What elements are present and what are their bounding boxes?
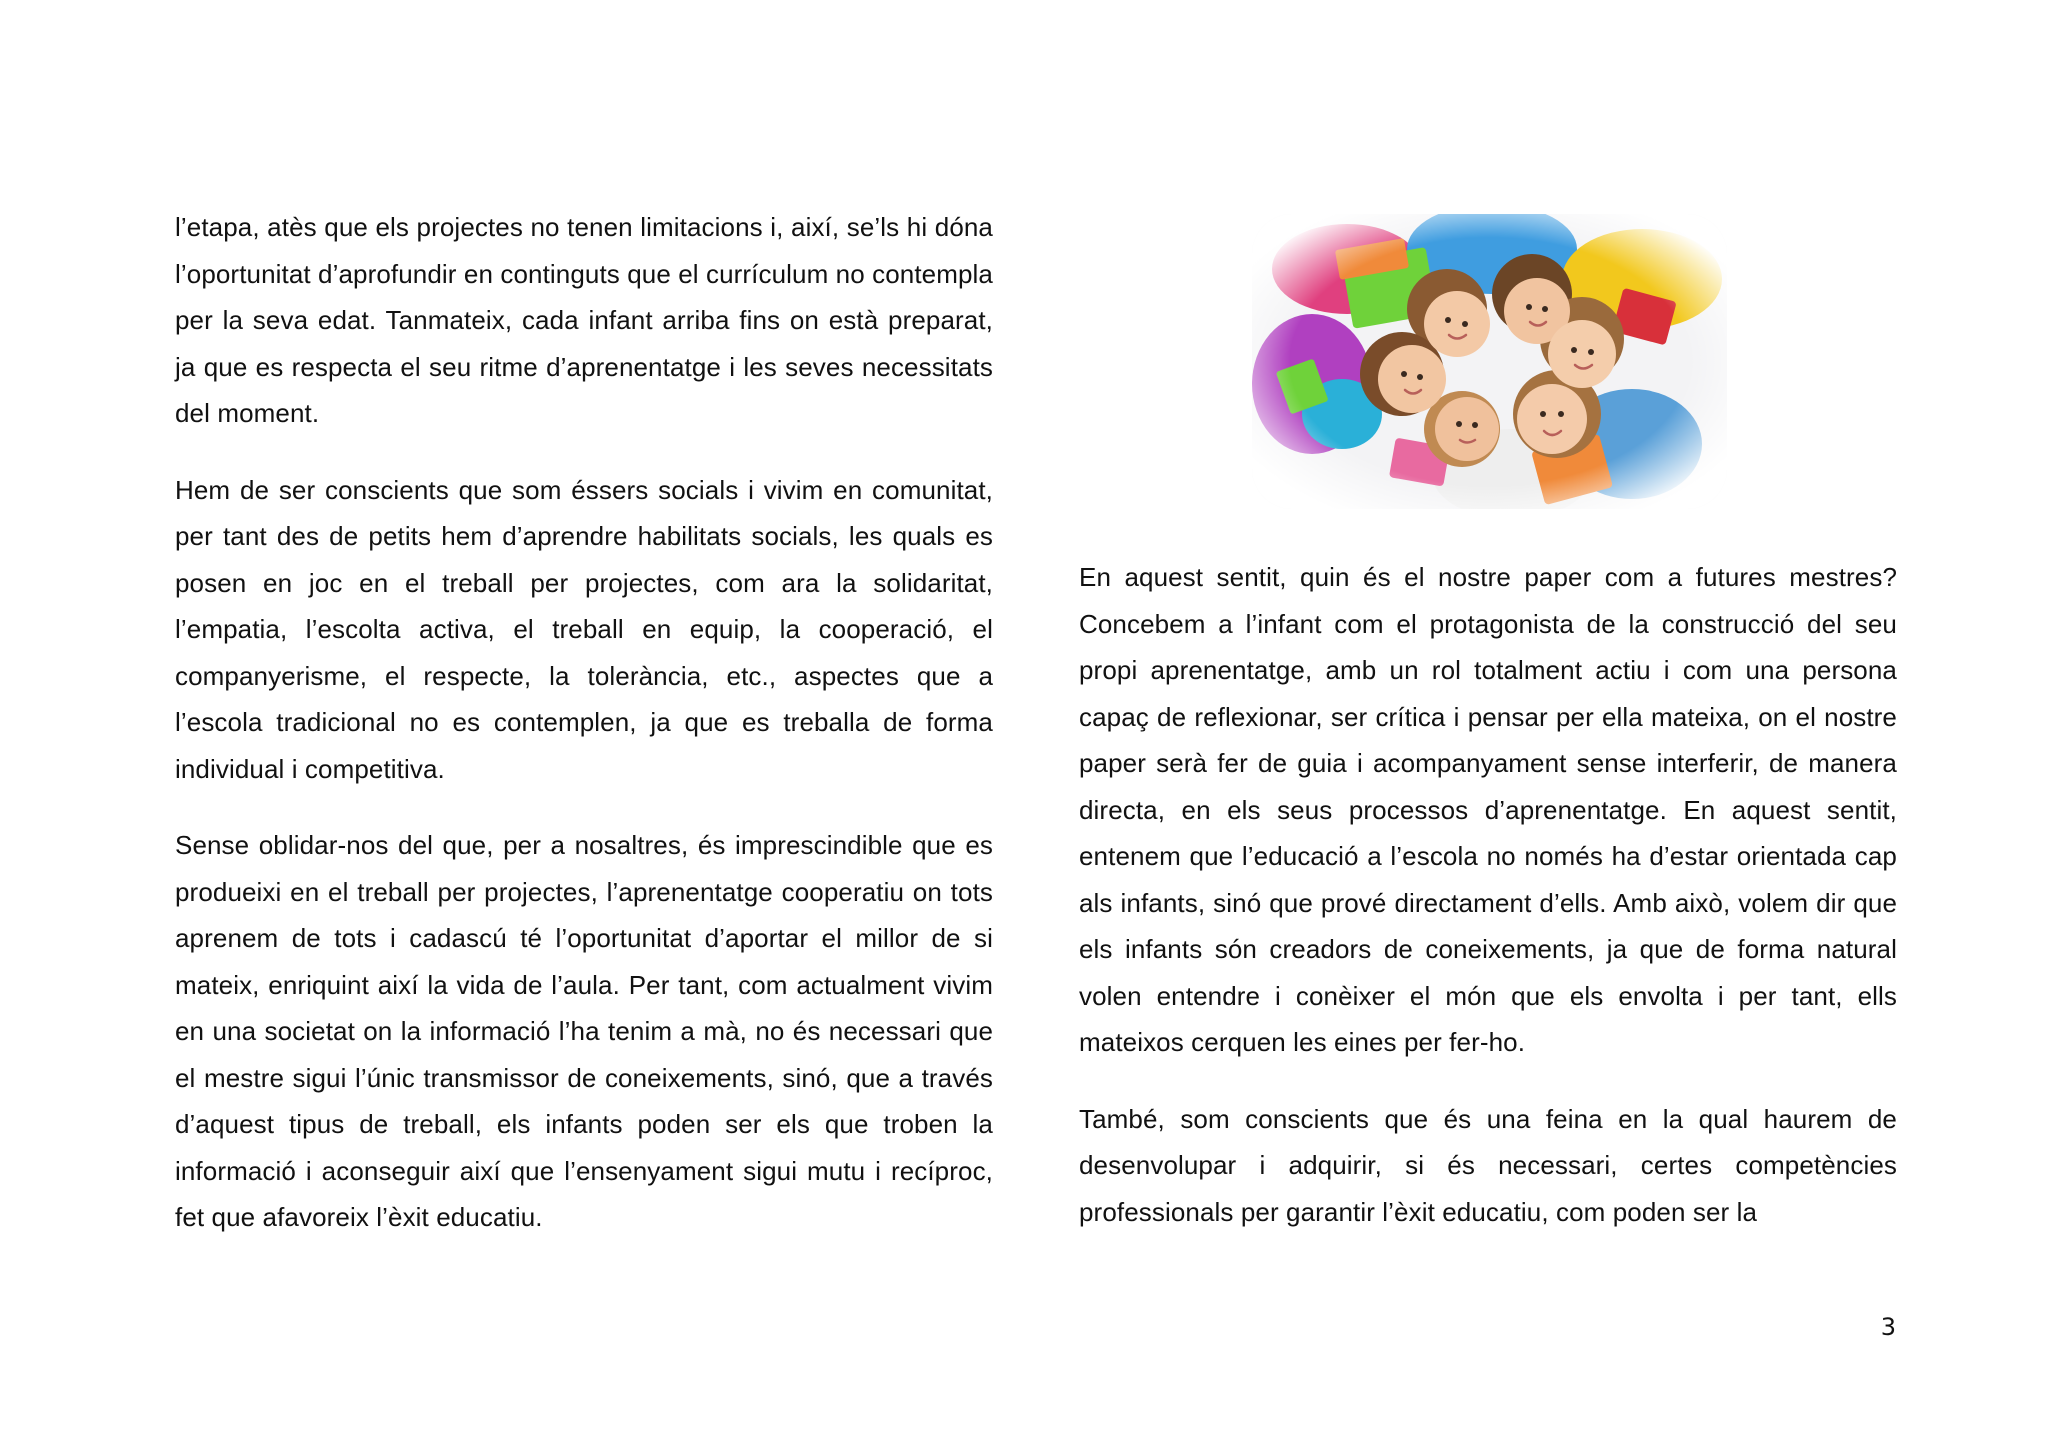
left-paragraph-1: l’etapa, atès que els projectes no tenen limitacions i, així, se’ls hi dóna l’oportunitat d’aprofundir en continguts que el currículum no contempla per la seva edat. Tanmateix, cada infant arriba fins on està preparat, ja que es respecta el seu ritme d’aprenentatge i les seves necessitats del moment. [175,212,993,428]
right-paragraph-2: També, som conscients que és una feina en la qual haurem de desenvolupar i adquirir, si és necessari, certes competències professionals per garantir l’èxit educatiu, com poden ser la [1079,1103,1897,1227]
children-circle-photo [1252,214,1727,509]
right-paragraph-1: En aquest sentit, quin és el nostre paper com a futures mestres? Concebem a l’infant com el protagonista de la construcció del seu propi aprenentatge, amb un rol totalment actiu i com una persona capaç de reflexionar, ser crítica i pensar per ella mateixa, on el nostre paper serà fer de guia i acompanyament sense interferir, de manera directa, en els seus processos d’aprenentatge. En aquest sentit, entenem que l’educació a l’escola no només ha d’estar orientada cap als infants, sinó que prové directament d’ells. Amb això, volem dir que els infants són creadors de coneixements, ja que de forma natural volen entendre i conèixer el món que els envolta i per tant, ells mateixos cerquen les eines per fer-ho. [1079,562,1897,1057]
children-circle-icon [1252,214,1727,509]
left-text-column [175,204,993,1271]
right-text-column [1079,554,1897,1265]
page-number: 3 [1880,1313,1896,1341]
left-paragraph-3: Sense oblidar-nos del que, per a nosaltres, és imprescindible que es produeixi en el treball per projectes, l’aprenentatge cooperatiu on tots aprenem de tots i cadascú té l’oportunitat d’aportar el millor de si mateix, enriquint així la vida de l’aula. Per tant, com actualment vivim en una societat on la informació l’ha tenim a mà, no és necessari que el mestre sigui l’únic transmissor de coneixements, sinó, que a través d’aquest tipus de treball, els infants poden ser els que troben la informació i aconseguir així que l’ensenyament sigui mutu i recíproc, fet que afavoreix l’èxit educatiu. [175,830,993,1232]
left-paragraph-2: Hem de ser conscients que som éssers socials i vivim en comunitat, per tant des de petits hem d’aprendre habilitats socials, les quals es posen en joc en el treball per projectes, com ara la solidaritat, l’empatia, l’escolta activa, el treball en equip, la cooperació, el companyerisme, el respecte, la tolerància, etc., aspectes que a l’escola tradicional no es contemplen, ja que es treballa de forma individual i competitiva. [175,474,993,784]
